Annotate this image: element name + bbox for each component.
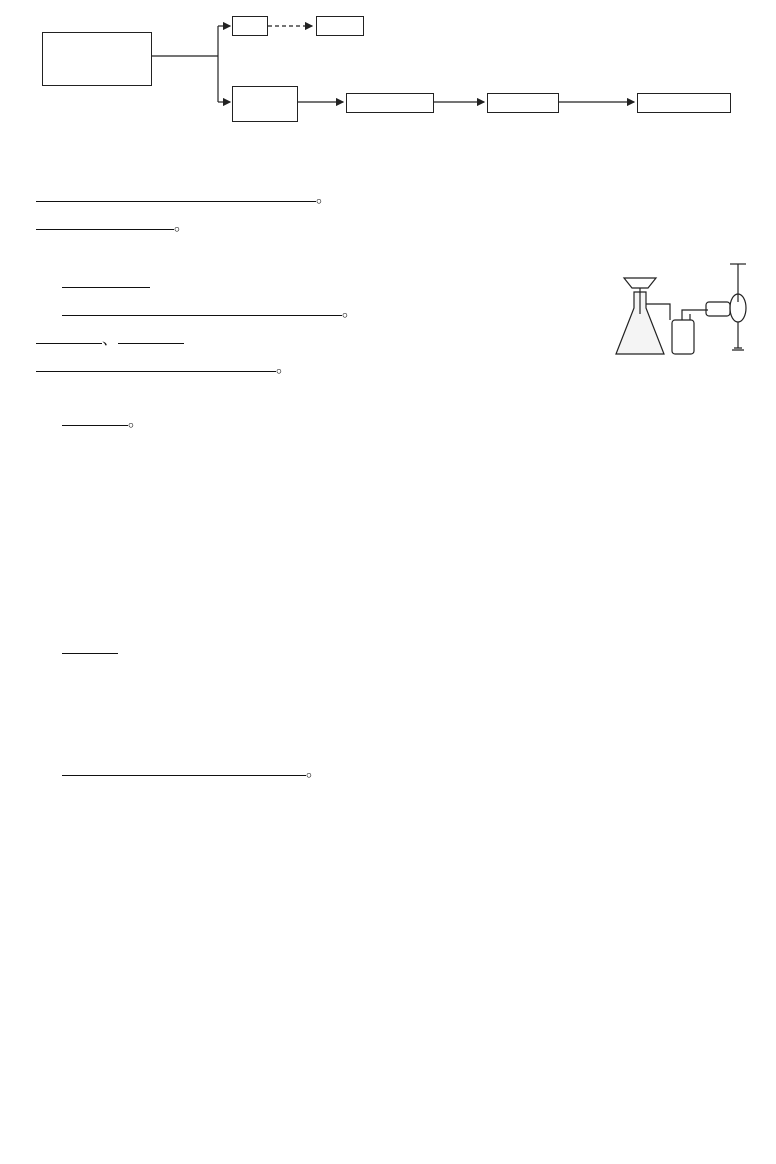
q16-2-line-d: 。: [62, 760, 322, 782]
q3a-blank[interactable]: [62, 273, 150, 288]
solid-box: [232, 86, 298, 122]
q6-blank[interactable]: [62, 411, 128, 426]
filtration-apparatus: [598, 236, 774, 408]
nh4cl-box: [316, 16, 364, 36]
q1-line: [36, 186, 332, 208]
q2-blank-2[interactable]: [108, 215, 174, 230]
charts-svg: [30, 804, 770, 984]
p1-box: [346, 93, 434, 113]
q3b-blank[interactable]: [62, 301, 342, 316]
q2-blank-1[interactable]: [36, 215, 108, 230]
q2-line: 。: [36, 214, 190, 236]
apparatus-drawing: [598, 236, 774, 408]
q3a-line: [62, 272, 150, 294]
q3b-line: 。: [62, 300, 358, 322]
q5-line: 。: [36, 356, 292, 378]
q6-line-b: 。: [62, 410, 144, 432]
q4-line: 、: [36, 328, 184, 350]
p3-box: [637, 93, 731, 113]
q4-blank-1[interactable]: [36, 329, 102, 344]
chart-panels: [30, 804, 770, 984]
q16-2-blank-1[interactable]: [62, 761, 158, 776]
p2-box: [487, 93, 559, 113]
eq4-line: [62, 638, 118, 660]
eq4-blank[interactable]: [62, 639, 118, 654]
q1-end: 。: [316, 187, 333, 206]
solution-box: [232, 16, 268, 36]
q1-blank[interactable]: [36, 187, 316, 202]
q4-blank-2[interactable]: [118, 329, 184, 344]
start-solution-box: [42, 32, 152, 86]
q16-2-blank-2[interactable]: [158, 761, 306, 776]
flow-chart: [40, 4, 740, 124]
q5-blank[interactable]: [36, 357, 276, 372]
